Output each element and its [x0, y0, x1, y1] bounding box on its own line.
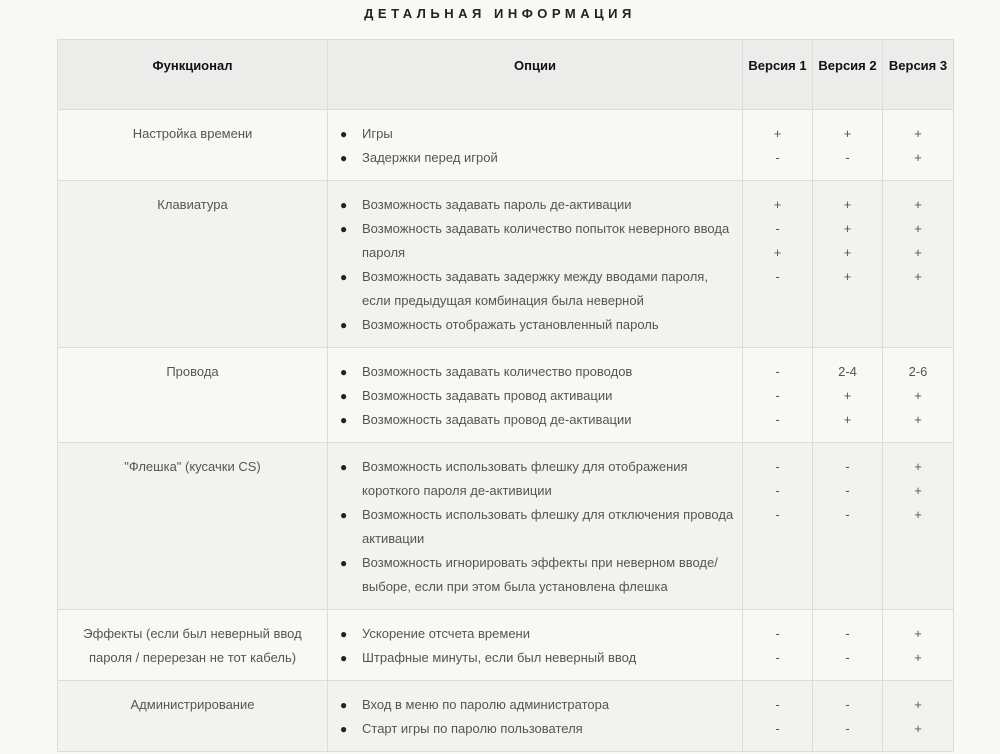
- options-cell: [328, 181, 743, 348]
- option-text: Возможность задавать количество попыток неверного ввода пароля: [362, 221, 730, 260]
- options-list: [334, 360, 736, 432]
- version-1-cell: [743, 681, 813, 752]
- version-2-value: +: [843, 412, 852, 427]
- table-row: [58, 681, 954, 752]
- option-item: [340, 360, 736, 384]
- option-item: [340, 646, 736, 670]
- table-body: [58, 110, 954, 752]
- option-text: Возможность задавать пароль де-активации: [362, 197, 632, 212]
- version-3-value: +: [914, 507, 922, 522]
- option-item: [340, 408, 736, 432]
- version-3-value: +: [914, 697, 922, 712]
- feature-name-cell: "Флешка" (кусачки CS): [58, 443, 328, 610]
- option-text: Штрафные минуты, если был неверный ввод: [362, 650, 637, 665]
- options-list: [334, 693, 736, 741]
- feature-name-cell: Провода: [58, 348, 328, 443]
- version-1-value: -: [775, 221, 780, 236]
- version-1-value: -: [775, 150, 780, 165]
- version-2-value: +: [843, 126, 852, 141]
- option-item: [340, 265, 736, 313]
- options-cell: [328, 443, 743, 610]
- feature-name-cell: Эффекты (если был неверный ввод пароля / перерезан не тот кабель): [58, 610, 328, 681]
- version-3-cell: [883, 443, 954, 610]
- header-feature: Функционал: [58, 40, 328, 110]
- feature-name-cell: Настройка времени: [58, 110, 328, 181]
- version-1-value: +: [773, 245, 782, 260]
- version-1-value: +: [773, 197, 782, 212]
- version-1-value: -: [775, 269, 780, 284]
- table-header-row: [58, 40, 954, 110]
- option-item: [340, 622, 736, 646]
- options-list: [334, 455, 736, 599]
- feature-name-cell: Администрирование: [58, 681, 328, 752]
- options-list: [334, 622, 736, 670]
- version-3-value: +: [914, 388, 922, 403]
- table-row: [58, 348, 954, 443]
- bullet-icon: ●: [340, 698, 348, 712]
- version-3-value: +: [914, 245, 922, 260]
- version-1-value: -: [775, 507, 780, 522]
- version-3-cell: [883, 110, 954, 181]
- bullet-icon: ●: [340, 389, 348, 403]
- version-3-value: +: [914, 269, 922, 284]
- version-1-value: -: [775, 388, 780, 403]
- version-2-value: -: [845, 697, 850, 712]
- version-1-cell: [743, 610, 813, 681]
- version-2-cell: [813, 348, 883, 443]
- header-version-1: Версия 1: [743, 40, 813, 110]
- table-row: [58, 181, 954, 348]
- version-3-value: +: [914, 412, 922, 427]
- option-text: Возможность задавать задержку между вводами пароля, если предыдущая комбинация была неверной: [362, 269, 708, 308]
- option-text: Игры: [362, 126, 393, 141]
- version-3-cell: [883, 348, 954, 443]
- version-2-value: -: [845, 483, 850, 498]
- version-3-value: +: [914, 650, 922, 665]
- bullet-icon: ●: [340, 722, 348, 736]
- option-item: [340, 193, 736, 217]
- option-item: [340, 717, 736, 741]
- bullet-icon: ●: [340, 413, 348, 427]
- version-2-value: -: [845, 459, 850, 474]
- version-1-value: -: [775, 626, 780, 641]
- version-2-value: +: [843, 269, 852, 284]
- feature-comparison-table: [57, 39, 954, 752]
- header-version-3: Версия 3: [883, 40, 954, 110]
- version-1-value: +: [773, 126, 782, 141]
- version-3-value: +: [914, 221, 922, 236]
- version-2-value: -: [845, 150, 850, 165]
- version-1-value: -: [775, 364, 780, 379]
- option-text: Возможность игнорировать эффекты при неверном вводе/выборе, если при этом была установлена флешка: [362, 555, 718, 594]
- option-item: [340, 146, 736, 170]
- option-item: [340, 122, 736, 146]
- version-1-value: -: [775, 721, 780, 736]
- version-2-value: -: [845, 650, 850, 665]
- option-text: Возможность отображать установленный пароль: [362, 317, 659, 332]
- version-3-value: +: [914, 126, 922, 141]
- version-3-value: +: [914, 459, 922, 474]
- options-cell: [328, 610, 743, 681]
- options-cell: [328, 681, 743, 752]
- version-1-cell: [743, 110, 813, 181]
- option-text: Задержки перед игрой: [362, 150, 498, 165]
- version-1-value: -: [775, 697, 780, 712]
- bullet-icon: ●: [340, 198, 348, 212]
- version-2-value: +: [843, 197, 852, 212]
- option-text: Возможность использовать флешку для отображения короткого пароля де-активиции: [362, 459, 688, 498]
- bullet-icon: ●: [340, 508, 348, 522]
- option-text: Возможность использовать флешку для отключения провода активации: [362, 507, 734, 546]
- version-3-cell: [883, 610, 954, 681]
- options-cell: [328, 348, 743, 443]
- version-3-value: +: [914, 197, 922, 212]
- header-options: Опции: [328, 40, 743, 110]
- option-text: Возможность задавать провод активации: [362, 388, 613, 403]
- bullet-icon: ●: [340, 270, 348, 284]
- bullet-icon: ●: [340, 222, 348, 236]
- bullet-icon: ●: [340, 627, 348, 641]
- version-3-cell: [883, 181, 954, 348]
- bullet-icon: ●: [340, 365, 348, 379]
- page-title: ДЕТАЛЬНАЯ ИНФОРМАЦИЯ: [364, 6, 636, 21]
- option-text: Вход в меню по паролю администратора: [362, 697, 610, 712]
- option-item: [340, 693, 736, 717]
- version-2-value: 2-4: [838, 364, 857, 379]
- option-item: [340, 455, 736, 503]
- option-item: [340, 503, 736, 551]
- version-1-value: -: [775, 483, 780, 498]
- header-version-2: Версия 2: [813, 40, 883, 110]
- version-1-value: -: [775, 412, 780, 427]
- version-2-value: -: [845, 626, 850, 641]
- option-item: [340, 217, 736, 265]
- option-item: [340, 551, 736, 599]
- version-2-cell: [813, 110, 883, 181]
- version-2-value: -: [845, 507, 850, 522]
- version-2-cell: [813, 610, 883, 681]
- version-3-value: +: [914, 721, 922, 736]
- version-2-value: +: [843, 245, 852, 260]
- version-3-value: +: [914, 150, 922, 165]
- options-list: [334, 193, 736, 337]
- bullet-icon: ●: [340, 556, 348, 570]
- option-item: [340, 384, 736, 408]
- option-item: [340, 313, 736, 337]
- version-2-cell: [813, 181, 883, 348]
- version-1-value: -: [775, 650, 780, 665]
- bullet-icon: ●: [340, 318, 348, 332]
- option-text: Возможность задавать провод де-активации: [362, 412, 632, 427]
- options-cell: [328, 110, 743, 181]
- bullet-icon: ●: [340, 151, 348, 165]
- version-1-cell: [743, 443, 813, 610]
- feature-name-cell: Клавиатура: [58, 181, 328, 348]
- version-3-value: +: [914, 483, 922, 498]
- options-list: [334, 122, 736, 170]
- bullet-icon: ●: [340, 651, 348, 665]
- version-2-cell: [813, 681, 883, 752]
- bullet-icon: ●: [340, 460, 348, 474]
- option-text: Возможность задавать количество проводов: [362, 364, 633, 379]
- version-3-value: +: [914, 626, 922, 641]
- version-2-value: +: [843, 388, 852, 403]
- version-1-cell: [743, 348, 813, 443]
- version-3-cell: [883, 681, 954, 752]
- option-text: Ускорение отсчета времени: [362, 626, 530, 641]
- version-2-cell: [813, 443, 883, 610]
- version-1-value: -: [775, 459, 780, 474]
- table-row: [58, 610, 954, 681]
- table-row: [58, 110, 954, 181]
- version-3-value: 2-6: [908, 364, 928, 379]
- version-2-value: +: [843, 221, 852, 236]
- option-text: Старт игры по паролю пользователя: [362, 721, 583, 736]
- version-1-cell: [743, 181, 813, 348]
- bullet-icon: ●: [340, 127, 348, 141]
- table-row: [58, 443, 954, 610]
- version-2-value: -: [845, 721, 850, 736]
